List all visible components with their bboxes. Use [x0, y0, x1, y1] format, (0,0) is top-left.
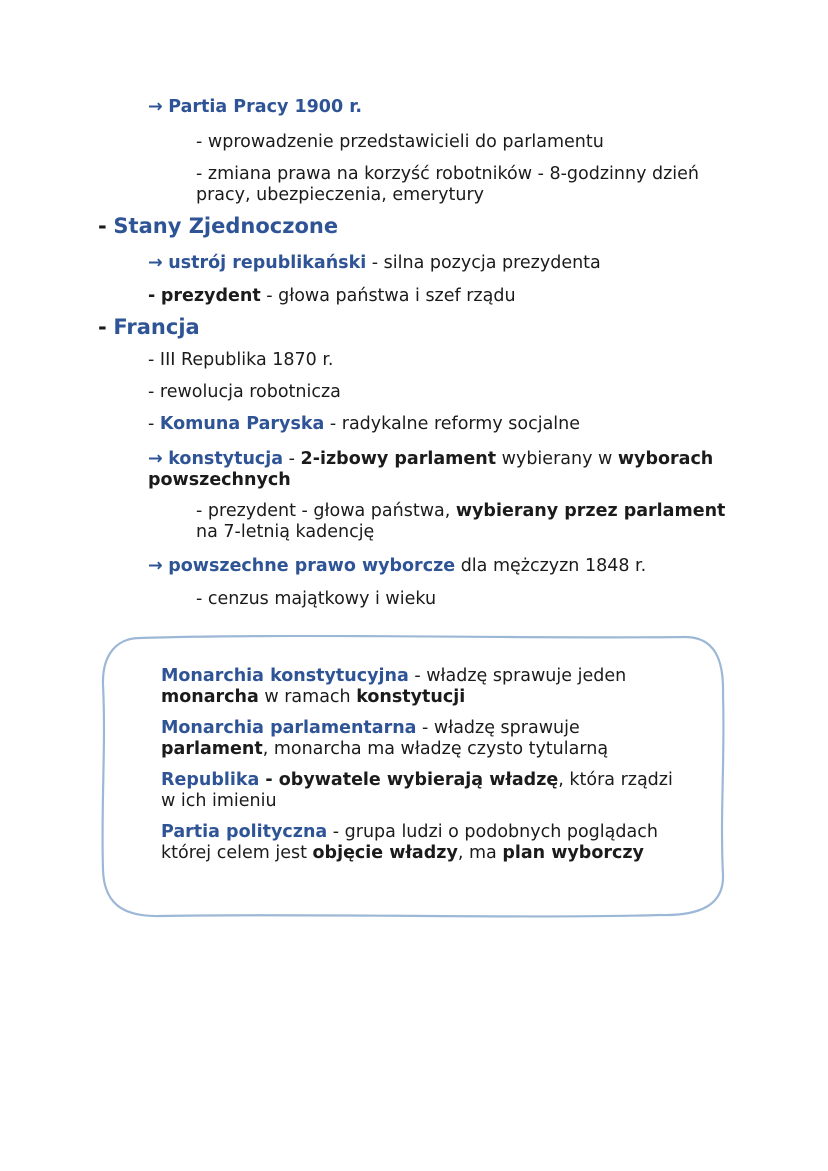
list-item: [196, 589, 436, 610]
definition-continuation: [161, 843, 644, 864]
definition: dla mężczyzn 1848 r.: [455, 556, 647, 576]
arrow-icon: →: [148, 97, 163, 117]
bold-phrase: monarcha: [161, 687, 259, 707]
heading-text: Stany Zjednoczone: [113, 214, 339, 238]
list-item-continuation: powszechnych: [148, 470, 291, 490]
definition-republic: [161, 770, 673, 791]
separator: -: [259, 770, 279, 790]
definition-political-party: [161, 822, 658, 843]
list-item-text: wprowadzenie przedstawicieli do parlamentu: [207, 132, 604, 152]
bullet-dash: -: [148, 350, 155, 370]
bold-phrase: wybierany przez parlament: [455, 501, 726, 521]
list-item-text: cenzus majątkowy i wieku: [207, 589, 437, 609]
arrow-icon: →: [148, 449, 163, 469]
arrow-icon: →: [148, 556, 163, 576]
list-item-text: rewolucja robotnicza: [159, 382, 341, 402]
term: konstytucja: [168, 449, 284, 469]
list-item: [148, 449, 713, 470]
list-item: [148, 556, 646, 577]
labour-party-line: [148, 97, 362, 118]
bullet-dash: -: [148, 382, 155, 402]
list-item-continuation: na 7-letnią kadencję: [196, 522, 375, 542]
term: Monarchia parlamentarna: [161, 718, 417, 738]
section-heading-usa: [98, 213, 338, 239]
list-item: [148, 414, 580, 435]
bold-phrase: parlament: [161, 739, 263, 759]
heading-text: Francja: [113, 315, 200, 339]
bullet-dash: -: [148, 414, 155, 434]
bold-phrase: wyborach: [617, 449, 714, 469]
list-item: [148, 286, 516, 307]
bullet-dash: -: [148, 286, 156, 306]
bold-phrase: obywatele wybierają władzę: [278, 770, 559, 790]
term: powszechne prawo wyborcze: [168, 556, 456, 576]
term: Komuna Paryska: [159, 414, 325, 434]
bold-phrase: objęcie władzy: [312, 843, 458, 863]
list-item: [196, 132, 604, 153]
term: Partia polityczna: [161, 822, 328, 842]
definition-constitutional-monarchy: [161, 666, 626, 687]
list-item: [148, 253, 601, 274]
term: Republika: [161, 770, 260, 790]
definition: - radykalne reformy socjalne: [324, 414, 581, 434]
bold-phrase: 2-izbowy parlament: [300, 449, 497, 469]
text: , ma: [457, 843, 503, 863]
bullet-dash: -: [98, 315, 107, 339]
bold-phrase: plan wyborczy: [502, 843, 644, 863]
bullet-dash: -: [196, 501, 203, 521]
list-item-text: III Republika 1870 r.: [159, 350, 334, 370]
bold-phrase: konstytucji: [356, 687, 466, 707]
arrow-icon: →: [148, 253, 163, 273]
labour-party-title: Partia Pracy 1900 r.: [168, 97, 363, 117]
separator: -: [283, 449, 301, 469]
text: - władzę sprawuje jeden: [408, 666, 627, 686]
bullet-dash: -: [196, 164, 203, 184]
term: prezydent: [160, 286, 261, 306]
text: wybierany w: [496, 449, 618, 469]
section-heading-france: [98, 314, 200, 340]
definition-continuation: [161, 687, 465, 708]
definition: - głowa państwa i szef rządu: [260, 286, 516, 306]
bullet-dash: -: [98, 214, 107, 238]
text: której celem jest: [161, 843, 313, 863]
text: , która rządzi: [558, 770, 673, 790]
term: ustrój republikański: [168, 253, 367, 273]
list-item: [148, 350, 334, 371]
text: - władzę sprawuje: [416, 718, 580, 738]
bullet-dash: -: [196, 132, 203, 152]
text: , monarcha ma władzę czysto tytularną: [262, 739, 609, 759]
bullet-dash: -: [196, 589, 203, 609]
definition-continuation: [161, 739, 608, 760]
list-item: [196, 501, 725, 522]
term: Monarchia konstytucyjna: [161, 666, 409, 686]
list-item: [148, 382, 341, 403]
list-item: [196, 164, 699, 185]
text: - grupa ludzi o podobnych poglądach: [327, 822, 658, 842]
list-item-text: zmiana prawa na korzyść robotników - 8-godzinny dzień: [207, 164, 700, 184]
definition-parliamentary-monarchy: [161, 718, 580, 739]
text: prezydent - głowa państwa,: [207, 501, 456, 521]
definition: - silna pozycja prezydenta: [366, 253, 601, 273]
text: w ramach: [258, 687, 357, 707]
list-item-continuation: pracy, ubezpieczenia, emerytury: [196, 185, 485, 205]
definition-continuation: w ich imieniu: [161, 791, 277, 811]
